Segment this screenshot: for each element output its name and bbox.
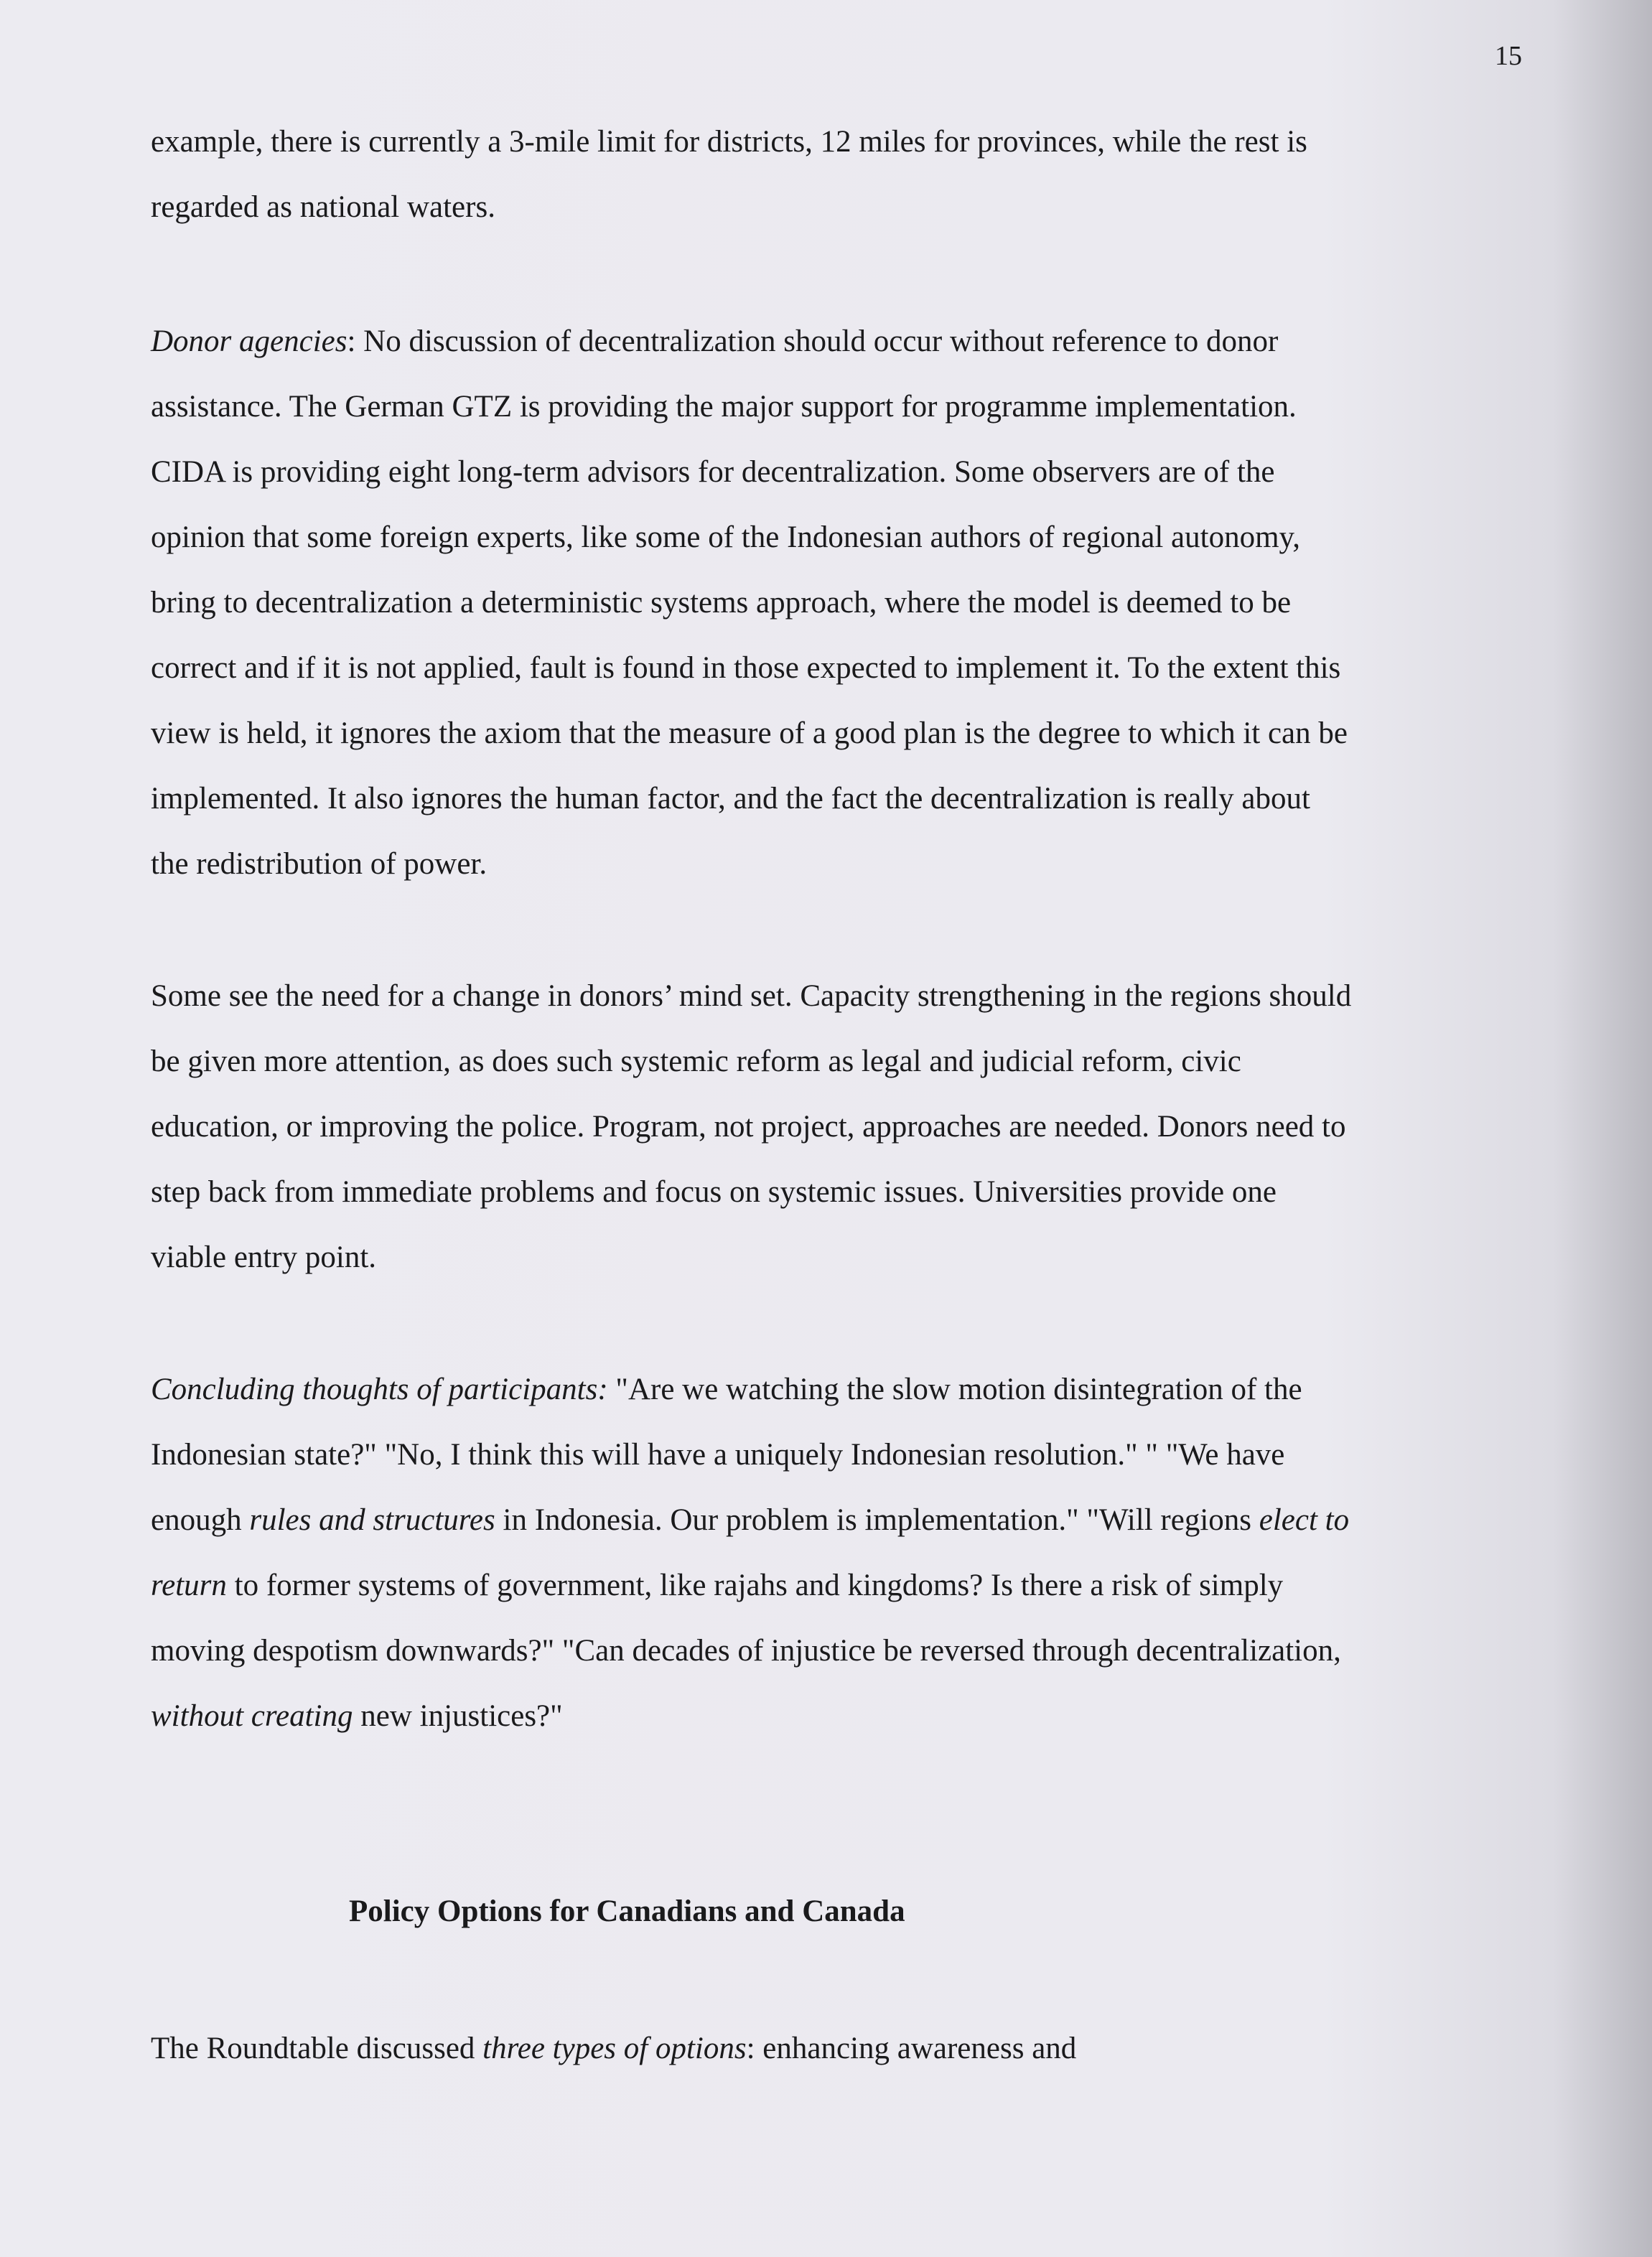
text-line: education, or improving the police. Program, not project, approaches are needed. Donors need to (151, 1110, 1346, 1144)
paragraph-concluding-thoughts (151, 1357, 1579, 1749)
text-line: opinion that some foreign experts, like some of the Indonesian authors of regional autonomy, (151, 520, 1300, 554)
text-line: implemented. It also ignores the human factor, and the fact the decentralization is really about (151, 782, 1310, 816)
section-heading: Policy Options for Canadians and Canada (349, 1894, 905, 1928)
text-line: regarded as national waters. (151, 190, 495, 224)
text-line: example, there is currently a 3-mile limit for districts, 12 miles for provinces, while the rest is (151, 125, 1307, 159)
paragraph-national-waters (151, 109, 1579, 240)
page-number: 15 (1495, 41, 1522, 71)
text-line: view is held, it ignores the axiom that the measure of a good plan is the degree to which it can be (151, 716, 1348, 750)
text-line: return to former systems of government, like rajahs and kingdoms? Is there a risk of simply (151, 1569, 1284, 1602)
text-line: bring to decentralization a deterministic systems approach, where the model is deemed to be (151, 586, 1292, 620)
italic-label: Concluding thoughts of participants: (151, 1373, 608, 1406)
text-line: assistance. The German GTZ is providing the major support for programme implementation. (151, 390, 1297, 424)
paragraph-donor-agencies (151, 309, 1579, 897)
text-line: without creating new injustices?" (151, 1699, 563, 1733)
text-line: Donor agencies: No discussion of decentralization should occur without reference to donor (151, 324, 1279, 358)
text-line: CIDA is providing eight long-term advisors for decentralization. Some observers are of the (151, 455, 1275, 489)
text-line: be given more attention, as does such systemic reform as legal and judicial reform, civic (151, 1045, 1241, 1078)
text-line: enough rules and structures in Indonesia. Our problem is implementation." "Will regions elect to (151, 1503, 1350, 1537)
text-line: The Roundtable discussed three types of options: enhancing awareness and (151, 2032, 1077, 2065)
text-line: moving despotism downwards?" "Can decades of injustice be reversed through decentralization, (151, 1634, 1341, 1668)
text-line: Some see the need for a change in donors’ mind set. Capacity strengthening in the regions should (151, 979, 1352, 1013)
text-line: Indonesian state?" "No, I think this will have a uniquely Indonesian resolution." " "We have (151, 1438, 1285, 1472)
text-line: correct and if it is not applied, fault is found in those expected to implement it. To the extent this (151, 651, 1341, 685)
italic-label: Donor agencies (151, 324, 347, 358)
paragraph-roundtable-options (151, 2016, 1579, 2081)
text-line: the redistribution of power. (151, 847, 487, 881)
text-line: step back from immediate problems and focus on systemic issues. Universities provide one (151, 1175, 1277, 1209)
paragraph-donors-mind-set (151, 963, 1579, 1290)
text-line: Concluding thoughts of participants: "Are we watching the slow motion disintegration of the (151, 1373, 1302, 1406)
text-line: viable entry point. (151, 1240, 377, 1274)
